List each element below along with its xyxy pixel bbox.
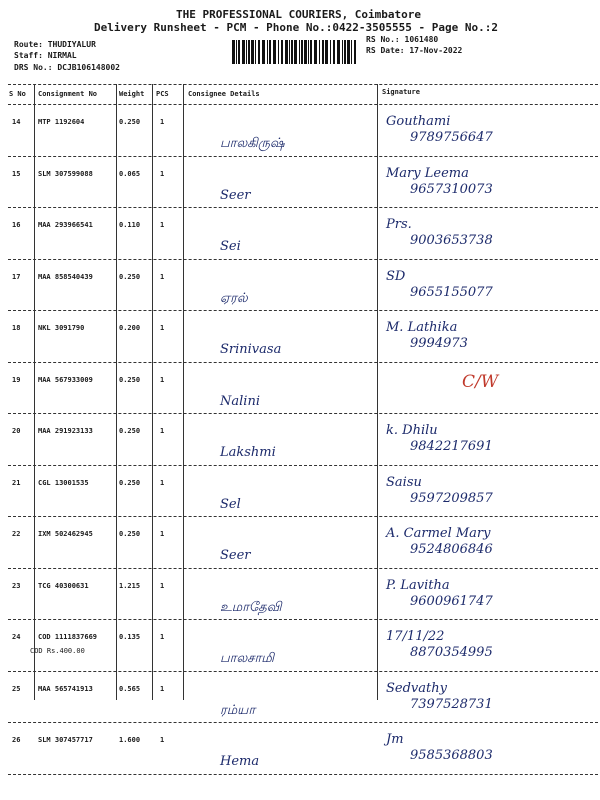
row-signature-phone: 9842217691 — [410, 439, 493, 454]
barcode-bar — [251, 40, 254, 64]
barcode — [232, 40, 358, 64]
row-signature-phone: 9994973 — [410, 336, 468, 351]
barcode-bar — [262, 40, 265, 64]
row-separator — [8, 413, 598, 414]
row-separator — [8, 774, 598, 775]
header-rule-bottom — [8, 104, 598, 105]
row-sno: 22 — [12, 530, 21, 538]
barcode-bar — [325, 40, 328, 64]
row-consignment: NKL 3091790 — [38, 324, 85, 332]
row-consignment: MTP 1192604 — [38, 118, 85, 126]
row-weight: 0.200 — [119, 324, 141, 332]
barcode-bar — [310, 40, 312, 64]
row-weight: 0.250 — [119, 375, 141, 384]
row-pcs: 1 — [160, 633, 165, 641]
row-separator — [8, 516, 598, 517]
row-signature-name: Gouthami — [386, 114, 451, 129]
barcode-bar — [242, 40, 245, 64]
row-signature-name: Saisu — [386, 474, 422, 490]
row-consignment: SLM 307599088 — [38, 169, 93, 178]
row-consignee-handwriting: Lakshmi — [220, 445, 276, 460]
barcode-bar — [294, 40, 297, 64]
row-signature-phone: 8870354995 — [410, 645, 493, 660]
row-signature-name: C/W — [462, 371, 499, 392]
row-consignment: TCG 40300631 — [38, 581, 89, 590]
col-consignment: Consignment No — [38, 90, 98, 98]
row-pcs: 1 — [160, 581, 165, 590]
header-rule-top — [8, 84, 598, 85]
row-signature-phone: 9657310073 — [410, 181, 493, 197]
row-consignment: IXM 502462945 — [38, 530, 93, 538]
row-weight: 1.600 — [119, 736, 141, 744]
barcode-bar — [273, 40, 276, 64]
row-signature-name: A. Carmel Mary — [386, 526, 491, 541]
row-signature-phone: 9585368803 — [410, 748, 493, 763]
barcode-bar — [291, 40, 293, 64]
row-separator — [8, 156, 598, 157]
row-weight: 0.250 — [119, 530, 141, 538]
row-weight: 0.135 — [119, 633, 141, 641]
row-sno: 17 — [12, 272, 21, 281]
runsheet-title: Delivery Runsheet - PCM - Phone No.:0422-3505555 - Page No.:2 — [94, 21, 498, 34]
row-consignment: MAA 567933009 — [38, 375, 93, 384]
row-consignee-handwriting: Sei — [220, 239, 241, 254]
row-signature-phone: 7397528731 — [410, 696, 493, 712]
barcode-bar — [238, 40, 240, 64]
row-pcs: 1 — [160, 530, 165, 538]
row-consignment: COD 1111837669 — [38, 633, 98, 641]
row-consignment: MAA 293966541 — [38, 221, 93, 229]
barcode-bar — [333, 40, 335, 64]
row-consignment: MAA 565741913 — [38, 684, 93, 693]
col-pcs: PCS — [156, 90, 169, 98]
row-weight: 0.250 — [119, 427, 141, 435]
row-weight: 0.250 — [119, 478, 141, 487]
row-pcs: 1 — [160, 684, 165, 693]
row-consignee-handwriting: ஏரல் — [220, 290, 248, 306]
col-divider — [152, 84, 153, 700]
col-sno: S No — [9, 90, 26, 98]
row-pcs: 1 — [160, 375, 165, 384]
row-separator — [8, 722, 598, 723]
row-consignee-handwriting: Nalini — [220, 393, 260, 409]
barcode-bar — [258, 40, 260, 64]
row-separator — [8, 207, 598, 208]
drs-number: DRS No.: DCJB106148002 — [14, 63, 120, 72]
company-title: THE PROFESSIONAL COURIERS, Coimbatore — [176, 8, 422, 21]
row-sno: 14 — [12, 118, 21, 126]
row-signature-phone: 9789756647 — [410, 130, 493, 145]
row-sno: 15 — [12, 169, 21, 178]
barcode-bar — [246, 40, 247, 64]
col-divider — [377, 84, 378, 700]
barcode-bar — [351, 40, 352, 64]
barcode-bar — [267, 40, 268, 64]
row-signature-name: k. Dhilu — [386, 423, 438, 438]
row-separator — [8, 619, 598, 620]
barcode-bar — [337, 40, 340, 64]
row-sno: 19 — [12, 375, 21, 384]
barcode-bar — [236, 40, 237, 64]
barcode-bar — [344, 40, 346, 64]
row-consignee-handwriting: Seer — [220, 548, 251, 563]
row-pcs: 1 — [160, 478, 165, 487]
row-consignment: MAA 858540439 — [38, 272, 93, 281]
col-divider — [116, 84, 117, 700]
row-separator — [8, 362, 598, 363]
row-signature-phone: 9597209857 — [410, 490, 493, 506]
row-sno: 21 — [12, 478, 21, 487]
row-consignee-handwriting: Sel — [220, 496, 241, 512]
row-pcs: 1 — [160, 324, 165, 332]
col-divider — [183, 84, 184, 700]
row-pcs: 1 — [160, 736, 165, 744]
barcode-bar — [299, 40, 300, 64]
barcode-bar — [330, 40, 331, 64]
barcode-bar — [319, 40, 320, 64]
rs-number: RS No.: 1061480 — [366, 35, 439, 44]
row-cod-amount: COD Rs.400.00 — [30, 647, 85, 655]
barcode-bar — [285, 40, 288, 64]
row-sno: 24 — [12, 633, 21, 641]
row-pcs: 1 — [160, 272, 165, 281]
col-weight: Weight — [119, 90, 145, 98]
row-signature-phone: 9003653738 — [410, 233, 493, 248]
col-signature: Signature — [382, 88, 420, 96]
route-label: Route: THUDIYALUR — [14, 40, 96, 49]
row-signature-name: P. Lavitha — [386, 577, 450, 593]
staff-label: Staff: NIRMAL — [14, 51, 77, 60]
row-consignee-handwriting: Hema — [220, 754, 260, 769]
row-pcs: 1 — [160, 427, 165, 435]
barcode-bar — [308, 40, 309, 64]
barcode-bar — [322, 40, 324, 64]
row-consignee-handwriting: ரம்யா — [220, 702, 256, 718]
row-weight: 0.565 — [119, 684, 141, 693]
row-signature-name: SD — [386, 268, 406, 284]
row-sno: 25 — [12, 684, 21, 693]
row-weight: 0.110 — [119, 221, 141, 229]
row-weight: 0.065 — [119, 169, 141, 178]
row-signature-name: Prs. — [386, 217, 412, 232]
barcode-bar — [304, 40, 307, 64]
row-signature-name: Mary Leema — [386, 165, 469, 181]
barcode-bar — [269, 40, 271, 64]
row-signature-name: M. Lathika — [386, 320, 458, 335]
row-consignee-handwriting: பாலகிருஷ் — [220, 136, 285, 151]
row-weight: 1.215 — [119, 581, 141, 590]
rs-date: RS Date: 17-Nov-2022 — [366, 46, 463, 55]
col-consignee: Consignee Details — [188, 90, 260, 98]
col-divider — [34, 84, 35, 700]
row-separator — [8, 310, 598, 311]
barcode-bar — [342, 40, 343, 64]
row-sno: 18 — [12, 324, 21, 332]
row-pcs: 1 — [160, 169, 165, 178]
row-signature-name: 17/11/22 — [386, 629, 445, 644]
row-consignment: MAA 291923133 — [38, 427, 93, 435]
barcode-bar — [314, 40, 317, 64]
barcode-bar — [354, 40, 356, 64]
row-consignee-handwriting: உமாதேவி — [220, 599, 282, 615]
row-consignment: CGL 13001535 — [38, 478, 89, 487]
row-sno: 16 — [12, 221, 21, 229]
row-signature-phone: 9524806846 — [410, 542, 493, 557]
row-separator — [8, 465, 598, 466]
row-separator — [8, 259, 598, 260]
barcode-bar — [281, 40, 283, 64]
barcode-bar — [289, 40, 290, 64]
barcode-bar — [278, 40, 279, 64]
row-sno: 20 — [12, 427, 21, 435]
barcode-bar — [232, 40, 235, 64]
row-sno: 23 — [12, 581, 21, 590]
barcode-bar — [347, 40, 350, 64]
row-signature-name: Sedvathy — [386, 680, 447, 696]
row-pcs: 1 — [160, 118, 165, 126]
row-weight: 0.250 — [119, 272, 141, 281]
row-signature-phone: 9600961747 — [410, 593, 493, 609]
barcode-bar — [248, 40, 250, 64]
row-consignee-handwriting: பாலசாமி — [220, 651, 275, 666]
row-signature-name: Jm — [386, 732, 404, 747]
row-signature-phone: 9655155077 — [410, 284, 493, 300]
row-consignee-handwriting: Srinivasa — [220, 342, 282, 357]
row-weight: 0.250 — [119, 118, 141, 126]
row-consignee-handwriting: Seer — [220, 187, 251, 203]
row-separator — [8, 671, 598, 672]
row-consignment: SLM 307457717 — [38, 736, 93, 744]
barcode-bar — [301, 40, 303, 64]
row-sno: 26 — [12, 736, 21, 744]
barcode-bar — [255, 40, 256, 64]
row-separator — [8, 568, 598, 569]
row-pcs: 1 — [160, 221, 165, 229]
